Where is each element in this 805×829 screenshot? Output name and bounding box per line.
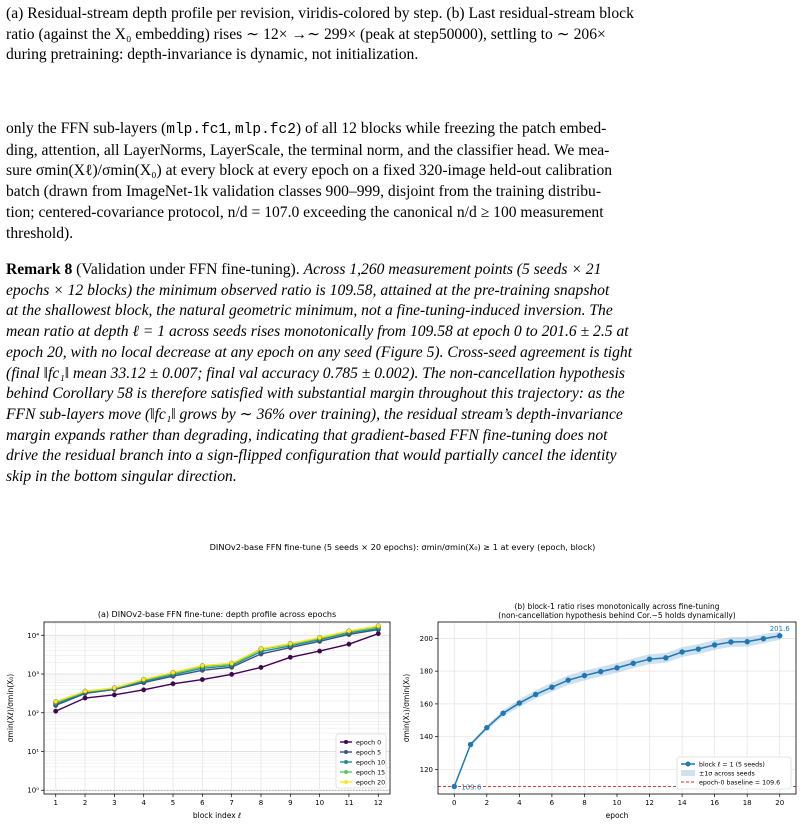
body-line-6: threshold). <box>6 224 74 242</box>
x-tick-label: 12 <box>373 799 383 807</box>
body-line-4: batch (drawn from ImageNet-1k validation classes 900–999, disjoint from the training distribu- <box>6 183 602 201</box>
x-tick-label: 7 <box>229 799 234 807</box>
data-point <box>53 699 58 704</box>
data-point <box>647 656 652 661</box>
chart-b-subtitle: (non-cancellation hypothesis behind Cor.~5 holds dynamically) <box>498 611 736 620</box>
data-point <box>200 663 205 668</box>
x-axis-label: block index ℓ <box>192 811 242 820</box>
remark-8 <box>6 260 798 488</box>
data-point <box>533 692 538 697</box>
data-point <box>468 742 473 747</box>
data-point <box>598 669 603 674</box>
data-point <box>663 655 668 660</box>
data-point <box>712 642 717 647</box>
data-point <box>229 661 234 666</box>
data-point <box>83 696 88 701</box>
x-tick-label: 0 <box>452 799 457 807</box>
y-tick-label: 10¹ <box>27 748 39 757</box>
series-line-0 <box>56 634 379 711</box>
x-tick-label: 4 <box>141 799 146 807</box>
legend-label: epoch 5 <box>356 749 382 757</box>
data-point <box>631 661 636 666</box>
x-tick-label: 8 <box>258 799 264 807</box>
data-point <box>259 646 264 651</box>
data-point <box>317 635 322 640</box>
data-point <box>376 624 381 629</box>
remark-line-5: epoch 20, with no local decrease at any epoch on any seed (Figure 5). Cross-seed agreement is tight <box>6 343 633 361</box>
caption-line-1: (a) Residual-stream depth profile per revision, viridis-colored by step. (b) Last residual-stream block <box>6 5 634 22</box>
x-tick-label: 18 <box>742 799 752 807</box>
y-axis-label: σmin(X₁)/σmin(X₀) <box>402 673 411 743</box>
x-tick-label: 11 <box>344 799 354 807</box>
x-tick-label: 5 <box>170 799 176 807</box>
data-point <box>171 670 176 675</box>
y-tick-label: 140 <box>419 733 433 742</box>
data-point <box>347 642 352 647</box>
data-point <box>288 641 293 646</box>
x-tick-label: 14 <box>677 799 687 807</box>
x-tick-label: 8 <box>582 799 587 807</box>
y-tick-label: 120 <box>419 765 433 774</box>
x-tick-label: 3 <box>112 799 117 807</box>
y-tick-label: 200 <box>419 634 433 643</box>
remark-line-7: behind Corollary 58 is therefore satisfied with substantial margin throughout this trajectory: as the <box>6 385 625 403</box>
y-tick-label: 10⁰ <box>27 786 39 795</box>
data-point <box>112 686 117 691</box>
data-point <box>696 646 701 651</box>
x-tick-label: 1 <box>53 799 58 807</box>
legend-label: epoch 15 <box>356 769 386 777</box>
remark-line-1: Across 1,260 measurement points (5 seeds × 21 <box>303 261 602 278</box>
legend-swatch-marker <box>344 750 348 754</box>
legend-swatch-marker <box>344 770 348 774</box>
legend-band-swatch <box>681 770 695 776</box>
remark-line-6: (final ‖fc₁‖ mean 33.12 ± 0.007; final val accuracy 0.785 ± 0.002). The non-cancellation hypothesis <box>6 364 625 382</box>
x-tick-label: 10 <box>315 799 325 807</box>
data-point <box>549 684 554 689</box>
legend-label: epoch 0 <box>356 739 382 747</box>
remark-line-2: epochs × 12 blocks) the minimum observed ratio is 109.58, attained at the pre-training snapshot <box>6 281 610 299</box>
x-tick-label: 16 <box>710 799 720 807</box>
remark-line-9: margin expands rather than degrading, indicating that gradient-based FFN fine-tuning does not <box>6 426 608 444</box>
legend-label: epoch 20 <box>356 779 386 787</box>
data-point <box>777 633 782 638</box>
legend-swatch-marker <box>344 760 348 764</box>
caption-line-2: ratio (against the X₀ embedding) rises ∼ 12× →∼ 299× (peak at step50000), settling to ∼ 206× <box>6 25 606 43</box>
data-point <box>141 688 146 693</box>
y-tick-label: 10² <box>27 709 39 718</box>
legend-swatch-marker <box>344 740 348 744</box>
x-tick-label: 10 <box>612 799 622 807</box>
x-tick-label: 4 <box>517 799 522 807</box>
legend-label-baseline: epoch-0 baseline = 109.6 <box>699 779 781 787</box>
remark-line-4: mean ratio at depth ℓ = 1 across seeds rises monotonically from 109.58 at epoch 0 to 201.6 ± 2.5 at <box>6 323 629 341</box>
legend-label-band: ±1σ across seeds <box>699 770 755 778</box>
data-point <box>679 649 684 654</box>
body-line-5: tion; centered-covariance protocol, n/d = 107.0 exceeding the canonical n/d ≥ 100 measurement <box>6 203 604 221</box>
remark-line-10: drive the residual branch into a sign-flipped configuration that would partially cancel the identity <box>6 447 617 465</box>
x-tick-label: 2 <box>82 799 88 807</box>
remark-line-11: skip in the bottom singular direction. <box>6 468 237 486</box>
data-point <box>317 649 322 654</box>
data-point <box>728 639 733 644</box>
figure-caption <box>6 4 798 66</box>
x-tick-label: 20 <box>775 799 785 807</box>
data-point <box>565 677 570 682</box>
chart-a-depth-profile <box>0 584 400 829</box>
annotation-final: 201.6 <box>769 624 790 633</box>
data-point <box>229 672 234 677</box>
data-point <box>452 784 457 789</box>
caption-line-3: during pretraining: depth-invariance is dynamic, not initialization. <box>6 46 419 64</box>
legend-label: epoch 10 <box>356 759 386 767</box>
x-tick-label: 2 <box>484 799 490 807</box>
y-tick-label: 10⁴ <box>27 631 39 640</box>
x-tick-label: 6 <box>549 799 555 807</box>
annotation-initial: 109.6 <box>461 783 482 792</box>
data-point <box>200 677 205 682</box>
y-tick-label: 180 <box>419 667 433 676</box>
data-point <box>761 636 766 641</box>
remark-line-8: FFN sub-layers move (‖fc₁‖ grows by ∼ 36% over training), the residual stream’s depth-invariance <box>6 405 623 423</box>
data-point <box>744 639 749 644</box>
data-point <box>347 629 352 634</box>
data-point <box>582 673 587 678</box>
data-point <box>141 677 146 682</box>
figure-suptitle: DINOv2-base FFN fine-tune (5 seeds × 20 epochs): σmin/σmin(X₀) ≥ 1 at every (epoch, block) <box>209 542 596 552</box>
data-point <box>288 655 293 660</box>
body-paragraph <box>6 119 798 244</box>
body-line-3: sure σmin(Xℓ)/σmin(X₀) at every block at every epoch on a fixed 320-image held-out calibration <box>6 162 613 180</box>
data-point <box>171 681 176 686</box>
x-tick-label: 6 <box>200 799 205 807</box>
series-line-2 <box>56 628 379 703</box>
body-line-1: only the FFN sub-layers (mlp.fc1, mlp.fc2) of all 12 blocks while freezing the patch embed- <box>6 120 607 138</box>
y-axis-label: σmin(Xℓ)/σmin(X₀) <box>6 673 15 743</box>
data-point <box>53 709 58 714</box>
y-tick-label: 160 <box>419 700 433 709</box>
legend-swatch-marker <box>344 780 348 784</box>
chart-b-title: (b) block-1 ratio rises monotonically across fine-tuning <box>514 602 720 611</box>
data-point <box>83 689 88 694</box>
data-point <box>259 665 264 670</box>
chart-a-title: (a) DINOv2-base FFN fine-tune: depth profile across epochs <box>97 610 337 619</box>
remark-label: Remark 8 <box>6 261 73 278</box>
legend-label-series: block ℓ = 1 (5 seeds) <box>699 761 765 769</box>
x-axis-label: epoch <box>605 811 629 820</box>
data-point <box>112 693 117 698</box>
data-point <box>500 711 505 716</box>
remark-title: (Validation under FFN fine-tuning). <box>76 261 300 278</box>
x-tick-label: 12 <box>645 799 655 807</box>
remark-line-3: at the shallowest block, the natural geometric minimum, not a fine-tuning-induced inversion. The <box>6 302 613 320</box>
data-point <box>517 700 522 705</box>
chart-b-block1-ratio <box>400 584 805 829</box>
data-point <box>484 725 489 730</box>
x-tick-label: 9 <box>288 799 293 807</box>
y-tick-label: 10³ <box>27 670 39 679</box>
body-line-2: ding, attention, all LayerNorms, LayerScale, the terminal norm, and the classifier head. We mea- <box>6 141 610 159</box>
legend-marker-swatch <box>686 762 691 767</box>
data-point <box>614 665 619 670</box>
